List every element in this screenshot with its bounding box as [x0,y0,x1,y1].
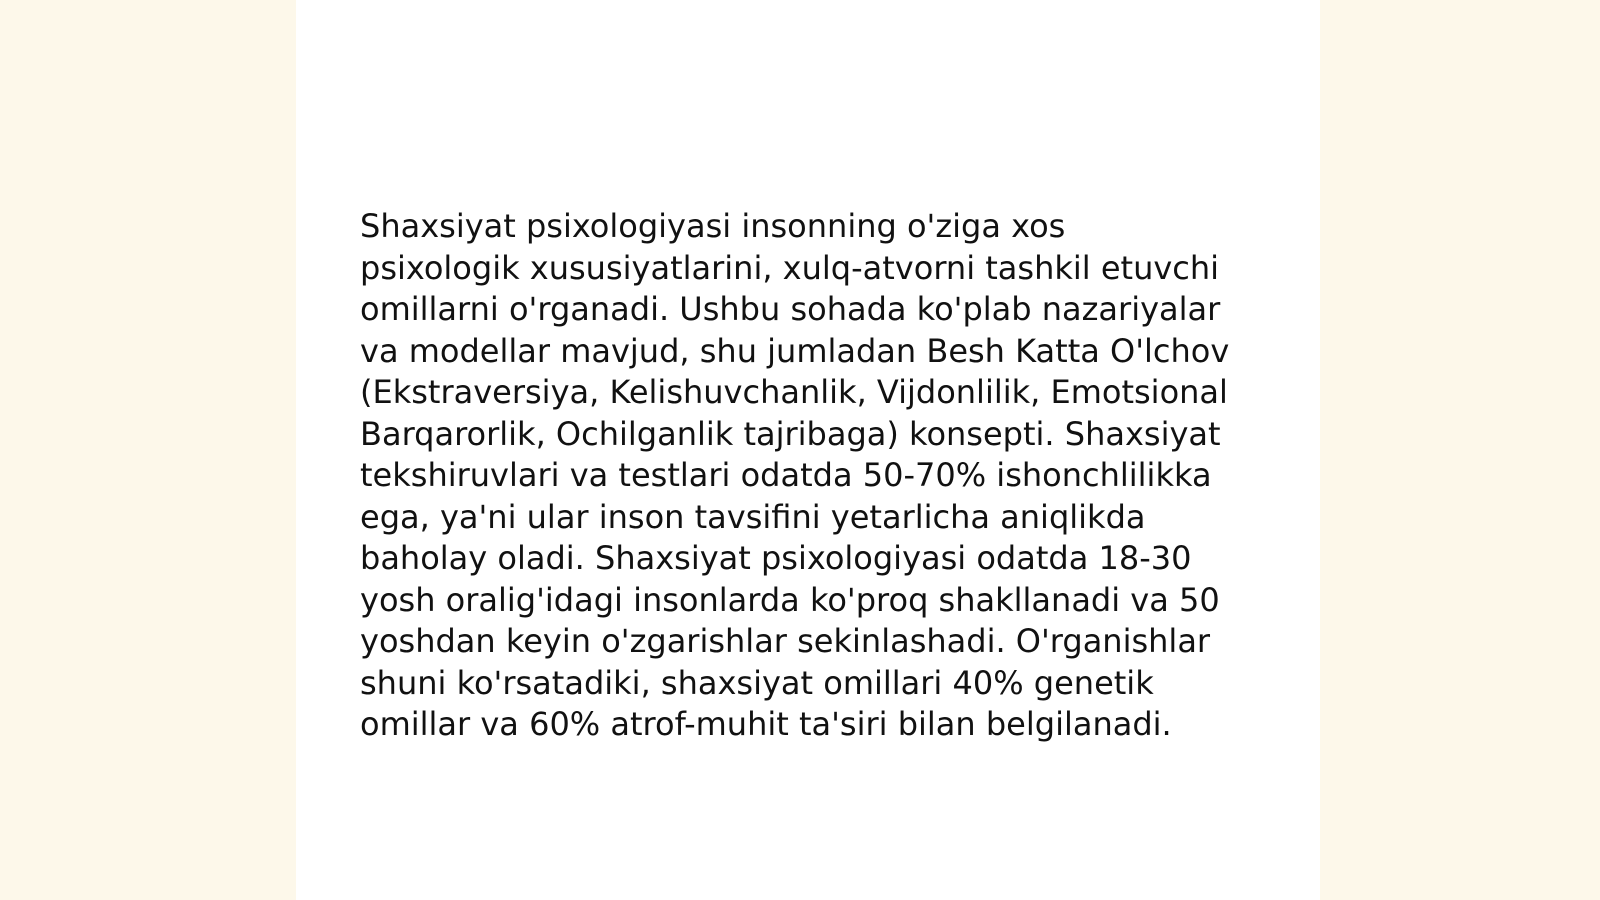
text-line: yosh oralig'idagi insonlarda ko'proq shakllanadi va 50 [360,580,1220,619]
text-line: Shaxsiyat psixologiyasi insonning o'ziga xos [360,207,1066,245]
text-line: psixologik xususiyatlarini, xulq-atvorni tashkil etuvchi [360,248,1220,287]
text-line: tekshiruvlari va testlari odatda 50-70% ishonchlilikka [360,456,1212,494]
text-line: baholay oladi. Shaxsiyat psixologiyasi odatda 18-30 [360,539,1192,577]
text-line: ega, ya'ni ular inson tavsifini yetarlicha aniqlikda [360,497,1146,536]
document-page [296,0,1320,900]
text-line: omillar va 60% atrof-muhit ta'siri bilan belgilanadi. [360,705,1172,743]
text-line: yoshdan keyin o'zgarishlar sekinlashadi. O'rganishlar [360,622,1211,660]
text-line: Barqarorlik, Ochilganlik tajribaga) konsepti. Shaxsiyat [360,414,1221,453]
text-line: va modellar mavjud, shu jumladan Besh Katta O'lchov [360,331,1230,370]
text-line: shuni ko'rsatadiki, shaxsiyat omillari 40% genetik [360,663,1154,702]
text-line: (Ekstraversiya, Kelishuvchanlik, Vijdonlilik, Emotsional [360,373,1228,411]
text-line: omillarni o'rganadi. Ushbu sohada ko'plab nazariyalar [360,290,1221,328]
body-paragraph [360,206,1260,746]
